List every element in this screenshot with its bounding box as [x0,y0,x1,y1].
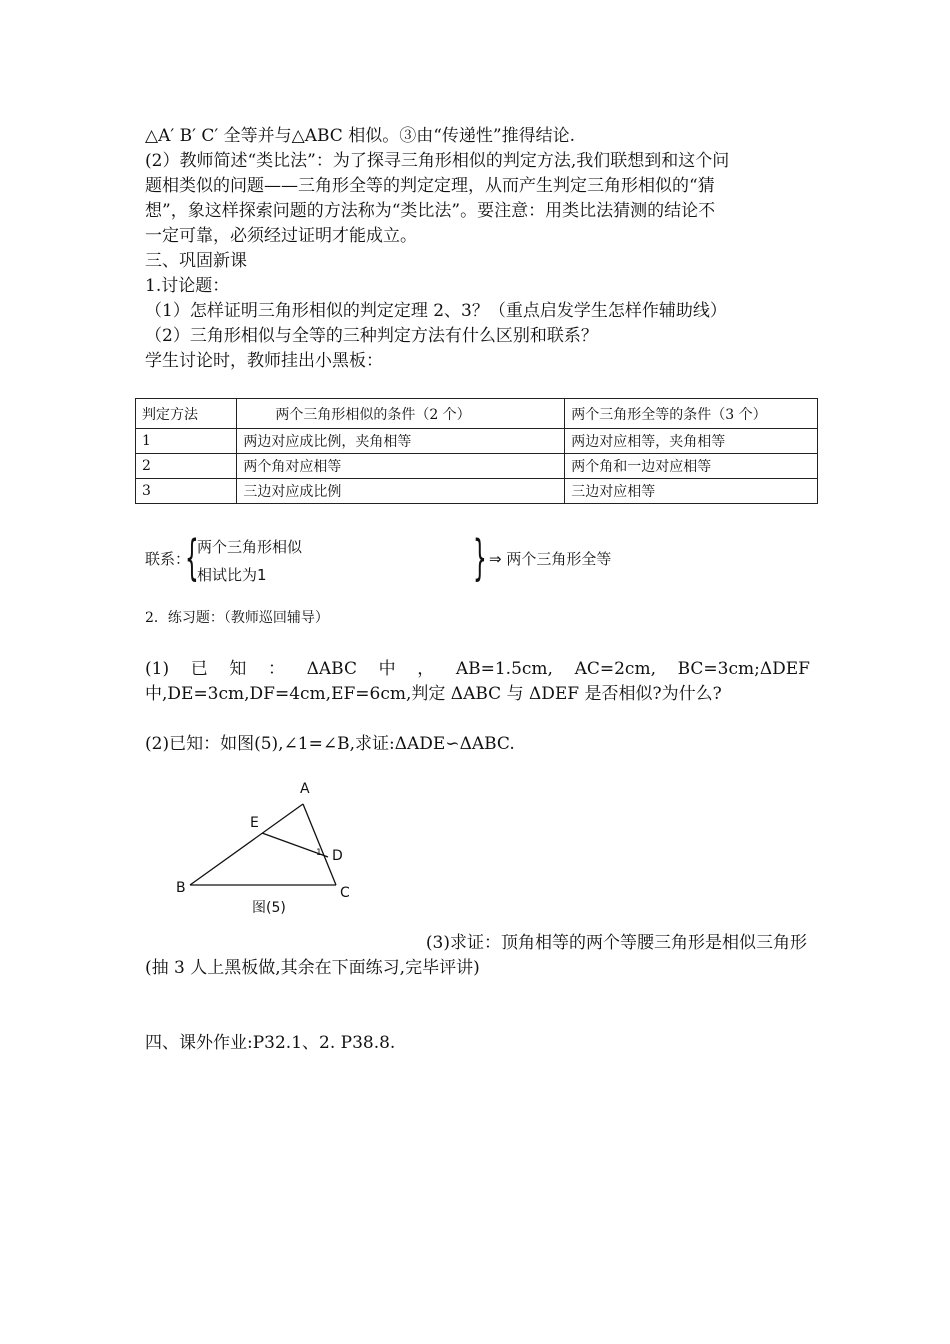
label-e: E [250,815,259,831]
table-header-row [136,399,818,429]
q1-token: ， [417,659,435,679]
segment-ba [190,804,303,885]
relation-label: 联系： [145,550,191,568]
label-a: A [300,781,310,797]
q1-token: AB=1.5cm, [455,659,553,679]
q1-token: 中 [378,659,396,679]
text-line: 想”，象这样探索问题的方法称为“类比法”。要注意：用类比法猜测的结论不 [145,201,716,221]
table-cell: 两边对应成比例，夹角相等 [237,429,565,454]
text-line: 1.讨论题： [145,276,230,296]
practice-heading: 2．练习题：（教师巡回辅导） [145,610,329,626]
table-header-cell: 两个三角形全等的条件（3 个） [565,399,818,429]
q1-token: 已 [190,659,208,679]
table-cell: 三边对应成比例 [237,479,565,504]
question-3-line-1: (3)求证：顶角相等的两个等腰三角形是相似三角形 [425,933,807,953]
triangle-figure [170,775,370,920]
q1-token: 知 [229,659,247,679]
text-line: 一定可靠，必须经过证明才能成立。 [145,226,417,246]
question-3-line-2: (抽 3 人上黑板做,其余在下面练习,完毕评讲) [145,958,480,978]
text-line: (2）教师简述“类比法”：为了探寻三角形相似的判定方法,我们联想到和这个问 [145,151,730,171]
label-d: D [332,848,343,864]
question-2: (2)已知：如图(5),∠1=∠B,求证:ΔADE∽ΔABC. [145,734,515,754]
relation-result: ⇒ 两个三角形全等 [489,550,612,568]
left-brace-icon: { [185,530,199,586]
figure-caption: 图(5) [252,900,286,916]
table-row [136,454,818,479]
table-cell: 两个角和一边对应相等 [565,454,818,479]
right-brace-icon: } [473,530,487,586]
table-header-cell: 判定方法 [136,399,237,429]
question-1-line-1 [145,657,810,682]
question-1-line-2: 中,DE=3cm,DF=4cm,EF=6cm,判定 ΔABC 与 ΔDEF 是否相似?为什么? [145,684,722,704]
q1-token: ΔABC [306,659,357,679]
text-line: △A′ B′ C′ 全等并与△ABC 相似。③由“传递性”推得结论. [145,126,575,146]
q1-token: BC=3cm;ΔDEF [677,659,810,679]
homework-line: 四、课外作业:P32.1、2. P38.8. [145,1033,396,1053]
text-line: （2）三角形相似与全等的三种判定方法有什么区别和联系？ [145,326,598,346]
segment-ac [303,804,336,885]
label-angle-1: 1 [316,848,322,858]
table-cell: 2 [136,454,237,479]
table-header-cell: 两个三角形相似的条件（2 个） [237,399,565,429]
relation-condition-1: 两个三角形相似 [197,538,303,556]
table-cell: 三边对应相等 [565,479,818,504]
q1-token: ： [267,659,285,679]
text-line: 题相类似的问题——三角形全等的判定定理，从而产生判定三角形相似的“猜 [145,176,715,196]
label-b: B [176,880,186,896]
relation-condition-2: 相试比为1 [197,566,267,584]
comparison-table [135,398,818,504]
q1-token: (1) [145,659,170,679]
table-cell: 1 [136,429,237,454]
table-row [136,479,818,504]
text-line: 学生讨论时，教师挂出小黑板： [145,351,383,371]
table-cell: 3 [136,479,237,504]
text-line: （1）怎样证明三角形相似的判定定理 2、3？（重点启发学生怎样作辅助线） [145,301,727,321]
table-cell: 两个角对应相等 [237,454,565,479]
table-row [136,429,818,454]
table-cell: 两边对应相等，夹角相等 [565,429,818,454]
section-heading: 三、巩固新课 [145,251,247,271]
q1-token: AC=2cm, [574,659,656,679]
label-c: C [340,885,350,901]
